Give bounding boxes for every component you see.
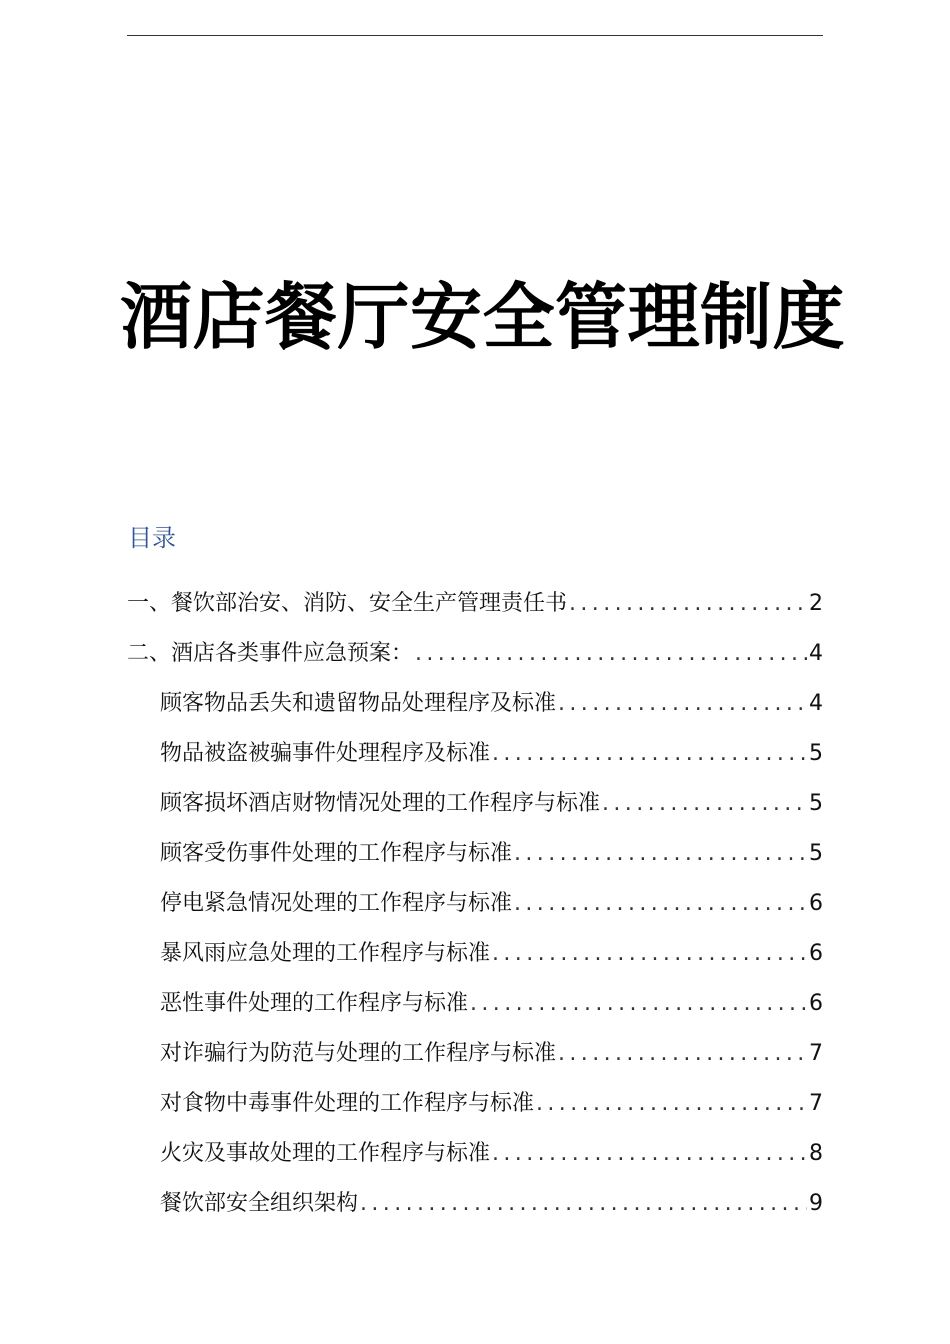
- toc-entry-page: 5: [809, 741, 823, 766]
- toc-leader-dots: [558, 1036, 807, 1072]
- toc-entry[interactable]: [127, 622, 823, 672]
- toc-entry-title: 对诈骗行为防范与处理的工作程序与标准: [160, 1041, 557, 1066]
- toc-entry-title: 二、酒店各类事件应急预案：: [127, 641, 414, 666]
- toc-leader-dots: [470, 986, 807, 1022]
- toc-entry-title: 暴风雨应急处理的工作程序与标准: [160, 941, 491, 966]
- table-of-contents: [127, 572, 823, 1222]
- toc-leader-dots: [492, 736, 807, 772]
- toc-entry[interactable]: [127, 772, 823, 822]
- toc-entry[interactable]: [127, 972, 823, 1022]
- toc-leader-dots: [569, 586, 807, 622]
- toc-entry-title: 物品被盗被骗事件处理程序及标准: [160, 741, 491, 766]
- toc-leader-dots: [514, 836, 807, 872]
- header-rule: [127, 35, 823, 36]
- toc-leader-dots: [602, 786, 807, 822]
- toc-heading: 目录: [128, 524, 176, 552]
- toc-entry-page: 9: [809, 1191, 823, 1216]
- toc-leader-dots: [360, 1186, 807, 1222]
- toc-entry-page: 6: [809, 941, 823, 966]
- toc-entry-page: 6: [809, 991, 823, 1016]
- toc-entry-page: 8: [809, 1141, 823, 1166]
- toc-entry-page: 5: [809, 841, 823, 866]
- document-title: 酒店餐厅安全管理制度: [120, 275, 846, 359]
- toc-entry-title: 顾客受伤事件处理的工作程序与标准: [160, 841, 513, 866]
- toc-entry-title: 对食物中毒事件处理的工作程序与标准: [160, 1091, 535, 1116]
- toc-entry[interactable]: [127, 1172, 823, 1222]
- toc-entry-title: 顾客损坏酒店财物情况处理的工作程序与标准: [160, 791, 601, 816]
- toc-entry[interactable]: [127, 722, 823, 772]
- toc-entry-title: 餐饮部安全组织架构: [160, 1191, 359, 1216]
- toc-entry-page: 4: [809, 641, 823, 666]
- toc-leader-dots: [514, 886, 807, 922]
- toc-leader-dots: [536, 1086, 807, 1122]
- toc-entry[interactable]: [127, 872, 823, 922]
- toc-entry[interactable]: [127, 922, 823, 972]
- toc-leader-dots: [492, 1136, 807, 1172]
- toc-entry-title: 顾客物品丢失和遗留物品处理程序及标准: [160, 691, 557, 716]
- toc-entry[interactable]: [127, 1122, 823, 1172]
- toc-entry-title: 恶性事件处理的工作程序与标准: [160, 991, 469, 1016]
- toc-entry-page: 7: [809, 1091, 823, 1116]
- toc-entry-page: 5: [809, 791, 823, 816]
- toc-entry-page: 2: [809, 591, 823, 616]
- toc-entry-page: 7: [809, 1041, 823, 1066]
- toc-entry[interactable]: [127, 1022, 823, 1072]
- toc-leader-dots: [415, 636, 807, 672]
- toc-entry-title: 火灾及事故处理的工作程序与标准: [160, 1141, 491, 1166]
- toc-entry-title: 一、餐饮部治安、消防、安全生产管理责任书: [127, 591, 568, 616]
- toc-entry-page: 6: [809, 891, 823, 916]
- toc-leader-dots: [492, 936, 807, 972]
- toc-entry[interactable]: [127, 672, 823, 722]
- toc-entry[interactable]: [127, 572, 823, 622]
- toc-entry[interactable]: [127, 822, 823, 872]
- toc-entry-title: 停电紧急情况处理的工作程序与标准: [160, 891, 513, 916]
- toc-leader-dots: [558, 686, 807, 722]
- toc-entry-page: 4: [809, 691, 823, 716]
- toc-entry[interactable]: [127, 1072, 823, 1122]
